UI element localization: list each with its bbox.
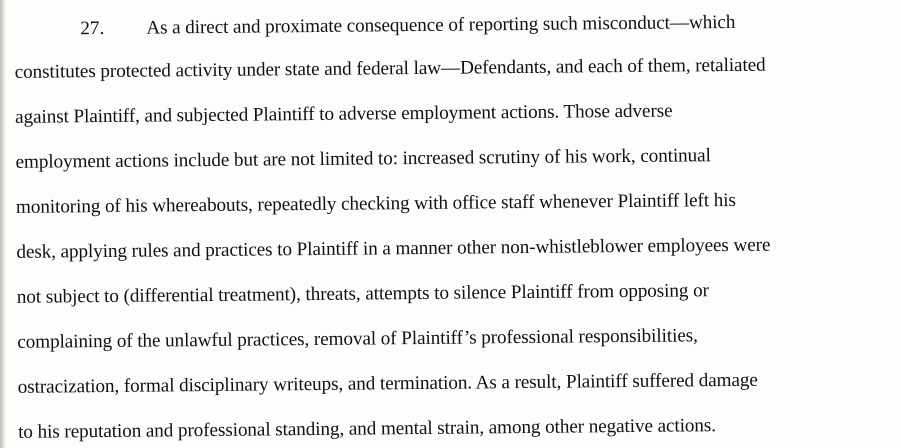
paragraph-line-7: not subject to (differential treatment), threats, attempts to silence Plaintiff from opposing or xyxy=(16,280,709,308)
paragraph-line-5: monitoring of his whereabouts, repeatedly checking with office staff whenever Plaintiff left his xyxy=(15,189,736,218)
paragraph-line-6: desk, applying rules and practices to Plaintiff in a manner other non-whistleblower employees were xyxy=(16,234,771,263)
paragraph-line-4: employment actions include but are not limited to: increased scrutiny of his work, continual xyxy=(15,145,711,173)
paragraph-line-1: As a direct and proximate consequence of reporting such misconduct—which xyxy=(146,11,736,39)
paragraph-line-10: to his reputation and professional standing, and mental strain, among other negative actions. xyxy=(18,415,717,443)
paragraph-line-2: constitutes protected activity under state and federal law—Defendants, and each of them, retaliated xyxy=(14,54,766,83)
paragraph-line-3: against Plaintiff, and subjected Plaintiff to adverse employment actions. Those adverse xyxy=(15,100,673,128)
paragraph-number: 27. xyxy=(80,18,105,40)
paragraph-line-8: complaining of the unlawful practices, removal of Plaintiff’s professional responsibilities, xyxy=(17,325,698,353)
paragraph-line-9: ostracization, formal disciplinary writeups, and termination. As a result, Plaintiff suffered damage xyxy=(17,369,758,398)
